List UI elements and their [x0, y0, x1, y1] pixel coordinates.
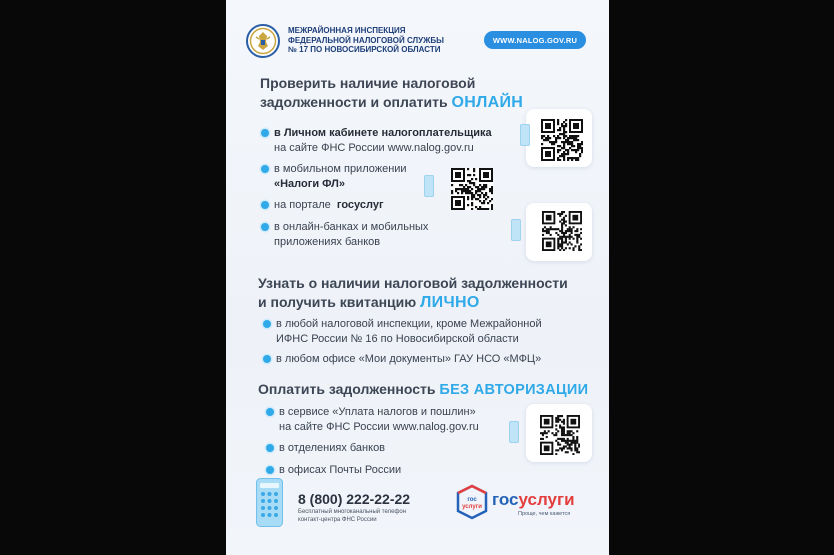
- list-item-text-2: приложениях банков: [274, 235, 381, 248]
- list-item: [279, 405, 479, 434]
- list-item-text: в любом офисе «Мои документы» ГАУ НСО «МФЦ»: [276, 353, 542, 365]
- section-no-auth-title: [258, 380, 588, 400]
- list-item: [276, 352, 541, 367]
- org-line-1: МЕЖРАЙОННАЯ ИНСПЕКЦИЯ: [288, 26, 406, 35]
- list-item: [274, 162, 407, 191]
- section-personal-title: [258, 274, 568, 312]
- list-item-text: в сервисе «Уплата налогов и пошлин»: [279, 406, 476, 418]
- list-item-bold: в Личном кабинете налогоплательщика: [274, 127, 492, 139]
- gos-badge-top: гос: [467, 497, 477, 503]
- website-link-button[interactable]: WWW.NALOG.GOV.RU: [484, 31, 586, 49]
- list-item-text: в онлайн-банках и мобильных: [274, 221, 429, 233]
- phone-icon: [520, 124, 530, 146]
- bullet-icon: [261, 129, 269, 137]
- section-personal-title-line1: Узнать о наличии налоговой задолженности: [258, 275, 568, 291]
- section-personal-title-line2: [258, 293, 568, 312]
- hotline-note-line1: Бесплатный многоканальный телефон: [298, 509, 407, 515]
- bullet-icon: [266, 444, 274, 452]
- list-item-text-2: ИФНС России № 16 по Новосибирской области: [276, 332, 519, 345]
- org-line-2: ФЕДЕРАЛЬНОЙ НАЛОГОВОЙ СЛУЖБЫ: [288, 35, 444, 45]
- list-item-text-2: на сайте ФНС России www.nalog.gov.ru: [279, 420, 479, 433]
- bullet-icon: [266, 408, 274, 416]
- list-item-text: в любой налоговой инспекции, кроме Межрайонной: [276, 318, 542, 330]
- gos-badge-bottom: услуги: [462, 504, 482, 510]
- poster: [226, 0, 609, 555]
- list-item: [274, 126, 492, 155]
- section-online-title: [260, 74, 523, 112]
- phone-icon: [511, 219, 521, 241]
- bullet-icon: [263, 355, 271, 363]
- section-online-accent: ОНЛАЙН: [451, 94, 524, 111]
- list-item: [276, 317, 542, 346]
- phone-icon: [509, 421, 519, 443]
- org-line-3: № 17 ПО НОВОСИБИРСКОЙ ОБЛАСТИ: [288, 45, 441, 54]
- calculator-phone-icon: [256, 478, 283, 527]
- hotline-note: [298, 508, 406, 524]
- gosuslugi-tagline: Проще, чем кажется: [518, 511, 571, 517]
- bullet-icon: [261, 201, 269, 209]
- bullet-icon: [261, 165, 269, 173]
- section-no-auth-title-text: Оплатить задолженность: [258, 381, 436, 397]
- section-online-title-text: задолженности и оплатить: [260, 94, 448, 110]
- organization-name: [288, 26, 444, 55]
- bullet-icon: [261, 223, 269, 231]
- section-online-title-line2: [260, 93, 523, 112]
- gosuslugi-logo-icon: [454, 484, 490, 520]
- fns-emblem-icon: [246, 24, 280, 58]
- bullet-icon: [266, 466, 274, 474]
- list-item-text: на портале: [274, 199, 331, 211]
- section-online-title-line1: Проверить наличие налоговой: [260, 75, 476, 91]
- list-item: [279, 463, 401, 478]
- section-no-auth-accent: БЕЗ АВТОРИЗАЦИИ: [439, 382, 589, 398]
- qr-code-icon[interactable]: [542, 211, 582, 251]
- gosuslugi-title[interactable]: [492, 490, 575, 510]
- gosuslugi-title-1: гос: [492, 490, 519, 509]
- hotline-phone[interactable]: 8 (800) 222-22-22: [298, 491, 411, 507]
- list-item: [279, 441, 385, 456]
- list-item-text: в отделениях банков: [279, 442, 386, 454]
- list-item: [274, 220, 428, 249]
- list-item-bold: «Налоги ФЛ»: [274, 177, 345, 190]
- list-item-text: в мобильном приложении: [274, 163, 407, 175]
- section-personal-accent: ЛИЧНО: [420, 294, 480, 311]
- hotline-note-line2: контакт-центра ФНС России: [298, 517, 377, 523]
- section-personal-title-text: и получить квитанцию: [258, 294, 417, 310]
- gosuslugi-title-2: услуги: [518, 490, 575, 509]
- list-item-text: в офисах Почты России: [279, 464, 402, 476]
- qr-code-icon[interactable]: [541, 119, 583, 161]
- list-item: [274, 198, 384, 213]
- list-item-text: на сайте ФНС России www.nalog.gov.ru: [274, 141, 474, 154]
- qr-code-icon[interactable]: [451, 168, 493, 210]
- phone-icon: [424, 175, 434, 197]
- qr-code-icon[interactable]: [540, 415, 580, 455]
- bullet-icon: [263, 320, 271, 328]
- list-item-bold: госуслуг: [336, 199, 384, 211]
